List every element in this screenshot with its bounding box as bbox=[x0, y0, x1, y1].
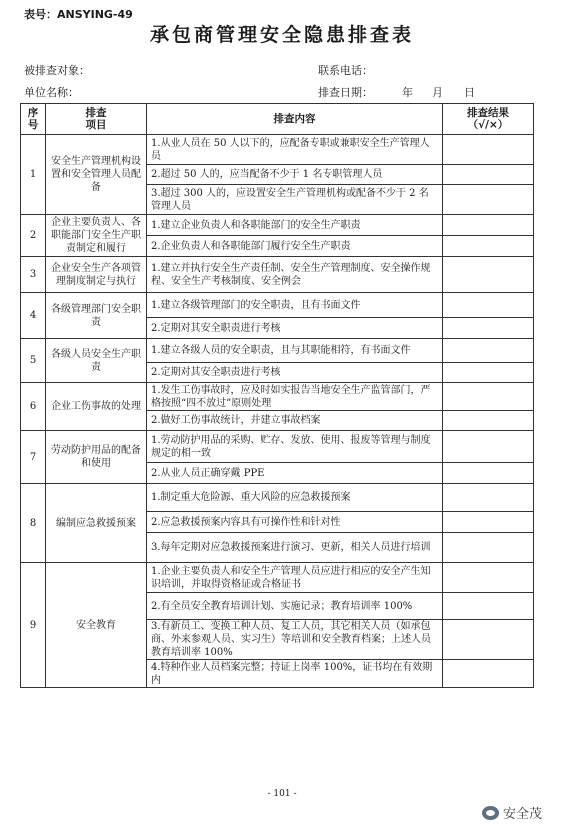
table-row bbox=[21, 215, 534, 236]
table-row bbox=[21, 431, 534, 463]
date-label: 排查日期： bbox=[318, 86, 373, 99]
unit-label: 单位名称： bbox=[24, 86, 79, 99]
result-cell[interactable] bbox=[443, 593, 534, 620]
inspected-field bbox=[24, 62, 94, 78]
inspected-label: 被排查对象： bbox=[24, 64, 90, 77]
check-item: 企业主要负责人、各职能部门安全生产职责制定和履行 bbox=[46, 215, 147, 257]
result-cell[interactable] bbox=[443, 660, 534, 688]
result-cell[interactable] bbox=[443, 383, 534, 411]
result-cell[interactable] bbox=[443, 165, 534, 185]
phone-label: 联系电话： bbox=[318, 64, 373, 77]
check-content: 1.建立各级人员的安全职责，且与其职能相符，有书面文件 bbox=[147, 339, 443, 363]
table-row bbox=[21, 383, 534, 411]
check-item: 安全教育 bbox=[46, 563, 147, 688]
wechat-icon bbox=[482, 806, 499, 820]
inspection-table bbox=[20, 103, 534, 688]
result-cell[interactable] bbox=[443, 257, 534, 293]
row-number: 4 bbox=[21, 293, 46, 339]
result-cell[interactable] bbox=[443, 411, 534, 431]
header-item: 排查 项目 bbox=[46, 104, 147, 135]
page-number: - 101 - bbox=[267, 789, 297, 799]
check-item: 企业安全生产各项管理制度制定与执行 bbox=[46, 257, 147, 293]
row-number: 7 bbox=[21, 431, 46, 484]
check-content: 3.每年定期对应急救援预案进行演习、更新，相关人员进行培训 bbox=[147, 533, 443, 563]
table-body bbox=[21, 135, 534, 688]
date-day: 日 bbox=[464, 86, 475, 99]
result-cell[interactable] bbox=[443, 563, 534, 593]
row-number: 3 bbox=[21, 257, 46, 293]
check-item: 企业工伤事故的处理 bbox=[46, 383, 147, 431]
check-item: 各级人员安全生产职责 bbox=[46, 339, 147, 383]
row-number: 9 bbox=[21, 563, 46, 688]
check-content: 2.定期对其安全职责进行考核 bbox=[147, 318, 443, 339]
check-item: 劳动防护用品的配备和使用 bbox=[46, 431, 147, 484]
check-content: 1.建立企业负责人和各职能部门的安全生产职责 bbox=[147, 215, 443, 236]
unit-field bbox=[24, 84, 83, 100]
row-number: 6 bbox=[21, 383, 46, 431]
check-content: 3.有新员工、变换工种人员、复工人员，其它相关人员（如承包商、外来参观人员、实习生）等培训和安全教育档案；上述人员教育培训率 100% bbox=[147, 620, 443, 660]
watermark bbox=[482, 803, 542, 822]
date-month: 月 bbox=[432, 86, 443, 99]
result-cell[interactable] bbox=[443, 318, 534, 339]
check-item: 安全生产管理机构设置和安全管理人员配备 bbox=[46, 135, 147, 215]
row-number: 5 bbox=[21, 339, 46, 383]
form-code: 表号：ANSYING-49 bbox=[24, 8, 133, 21]
header-no: 序 号 bbox=[21, 104, 46, 135]
header-result: 排查结果 （√/×） bbox=[443, 104, 534, 135]
result-cell[interactable] bbox=[443, 620, 534, 660]
table-row bbox=[21, 293, 534, 318]
check-content: 2.有全员安全教育培训计划、实施记录；教育培训率 100% bbox=[147, 593, 443, 620]
check-content: 1.企业主要负责人和安全生产管理人员应进行相应的安全产生知识培训，并取得资格证或合格证书 bbox=[147, 563, 443, 593]
check-content: 2.企业负责人和各职能部门履行安全生产职责 bbox=[147, 236, 443, 257]
check-content: 2.从业人员正确穿戴 PPE bbox=[147, 463, 443, 484]
date-field bbox=[318, 84, 518, 100]
result-cell[interactable] bbox=[443, 363, 534, 383]
check-content: 2.应急救援预案内容具有可操作性和针对性 bbox=[147, 512, 443, 533]
table-row bbox=[21, 257, 534, 293]
result-cell[interactable] bbox=[443, 293, 534, 318]
result-cell[interactable] bbox=[443, 236, 534, 257]
date-year: 年 bbox=[402, 86, 413, 99]
result-cell[interactable] bbox=[443, 512, 534, 533]
row-number: 8 bbox=[21, 484, 46, 563]
result-cell[interactable] bbox=[443, 431, 534, 463]
table-row bbox=[21, 484, 534, 512]
check-content: 2.超过 50 人的，应当配备不少于 1 名专职管理人员 bbox=[147, 165, 443, 185]
result-cell[interactable] bbox=[443, 215, 534, 236]
check-content: 2.做好工伤事故统计，并建立事故档案 bbox=[147, 411, 443, 431]
check-content: 1.劳动防护用品的采购、贮存、发放、使用、报废等管理与制度规定的相一致 bbox=[147, 431, 443, 463]
result-cell[interactable] bbox=[443, 339, 534, 363]
row-number: 2 bbox=[21, 215, 46, 257]
check-content: 4.特种作业人员档案完整；持证上岗率 100%，证书均在有效期内 bbox=[147, 660, 443, 688]
watermark-text: 安全茂 bbox=[503, 807, 543, 822]
page-title: 承包商管理安全隐患排查表 bbox=[149, 24, 414, 46]
check-content: 1.从业人员在 50 人以下的，应配备专职或兼职安全生产管理人员 bbox=[147, 135, 443, 165]
table-header-row bbox=[21, 104, 534, 135]
table-row bbox=[21, 339, 534, 363]
phone-field bbox=[318, 62, 377, 78]
result-cell[interactable] bbox=[443, 185, 534, 215]
check-content: 3.超过 300 人的，应设置安全生产管理机构或配备不少于 2 名管理人员 bbox=[147, 185, 443, 215]
table-row bbox=[21, 563, 534, 593]
row-number: 1 bbox=[21, 135, 46, 215]
check-content: 1.建立并执行安全生产责任制、安全生产管理制度、安全操作规程、安全生产考核制度、安全例会 bbox=[147, 257, 443, 293]
result-cell[interactable] bbox=[443, 484, 534, 512]
result-cell[interactable] bbox=[443, 463, 534, 484]
result-cell[interactable] bbox=[443, 533, 534, 563]
check-content: 1.发生工伤事故时，应及时如实报告当地安全生产监管部门，严格按照“四不放过”原则处理 bbox=[147, 383, 443, 411]
result-cell[interactable] bbox=[443, 135, 534, 165]
table-row bbox=[21, 135, 534, 165]
check-item: 各级管理部门安全职责 bbox=[46, 293, 147, 339]
check-item: 编制应急救援预案 bbox=[46, 484, 147, 563]
header-content: 排查内容 bbox=[147, 104, 443, 135]
check-content: 1.建立各级管理部门的安全职责，且有书面文件 bbox=[147, 293, 443, 318]
check-content: 1.制定重大危险源、重大风险的应急救援预案 bbox=[147, 484, 443, 512]
check-content: 2.定期对其安全职责进行考核 bbox=[147, 363, 443, 383]
